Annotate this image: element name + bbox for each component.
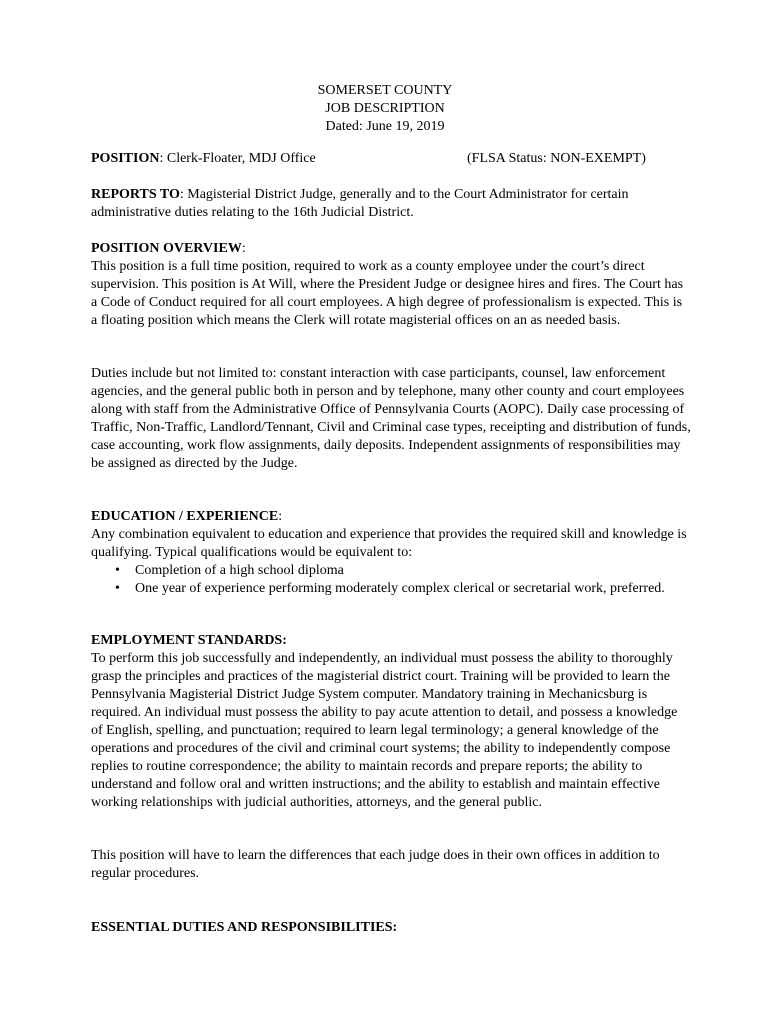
list-item [91, 562, 691, 580]
qualification-text: Completion of a high school diploma [135, 563, 344, 578]
essential-duties-heading: ESSENTIAL DUTIES AND RESPONSIBILITIES: [91, 920, 398, 935]
document-date: Dated: June 19, 2019 [325, 119, 445, 134]
reports-to-text: : Magisterial District Judge, generally and to the Court Administrator for certain administrative duties relating to the 16th Judicial District. [91, 187, 629, 220]
qualification-text: One year of experience performing moderately complex clerical or secretarial work, preferred. [135, 581, 665, 596]
position-overview-heading: POSITION OVERVIEW [91, 241, 242, 256]
learning-section [91, 847, 691, 883]
employment-paragraph-2: This position will have to learn the differences that each judge does in their own offices in addition to regular procedures. [91, 848, 660, 881]
reports-to-section [91, 186, 691, 222]
flsa-status: (FLSA Status: NON-EXEMPT) [467, 151, 646, 166]
employment-paragraph-1: To perform this job successfully and independently, an individual must possess the ability to thoroughly grasp the principles and practices of the magisterial district court. Training will be provided to learn the Pennsylvania Magisterial District Judge System computer. Mandatory training in Mechanicsburg is required. An individual must possess the ability to pay acute attention to detail, and possess a knowledge of English, spelling, and punctuation; required to learn legal terminology; a general knowledge of the operations and procedures of the civil and criminal court systems; the ability to independently compose replies to routine correspondence; the ability to maintain records and prepare reports; the ability to understand and follow oral and written instructions; and the ability to establish and maintain effective working relationships with judicial authorities, attorneys, and the general public. [91, 651, 678, 810]
document-header [0, 82, 770, 136]
heading-colon: : [241, 241, 246, 256]
duties-paragraph-section [91, 365, 691, 473]
overview-paragraph-2: Duties include but not limited to: constant interaction with case participants, counsel, law enforcement agencies, and the general public both in person and by telephone, many other county and court employees along with staff from the Administrative Office of Pennsylvania Courts (AOPC). Daily case processing of Traffic, Non-Traffic, Landlord/Tennant, Civil and Criminal case types, receipting and distribution of funds, case accounting, work flow assignments, daily deposits. Independent assignments of responsibilities may be assigned as directed by the Judge. [91, 366, 691, 471]
employment-heading: EMPLOYMENT STANDARDS: [91, 633, 287, 648]
education-intro: Any combination equivalent to education and experience that provides the required skill and knowledge is qualifying. Typical qualifications would be equivalent to: [91, 527, 687, 560]
bullet-icon: • [115, 581, 120, 596]
overview-paragraph-1: This position is a full time position, required to work as a county employee under the court’s direct supervision. This position is At Will, where the President Judge or designee hires and fires. The Court has a Code of Conduct required for all court employees. A high degree of professionalism is expected. This is a floating position which means the Clerk will rotate magisterial offices on an as needed basis. [91, 259, 684, 328]
bullet-icon: • [115, 563, 120, 578]
county-name: SOMERSET COUNTY [317, 83, 453, 98]
reports-to-label: REPORTS TO [91, 187, 180, 202]
qualification-list [91, 562, 691, 598]
document-type: JOB DESCRIPTION [325, 101, 445, 116]
position-overview-section [91, 240, 691, 330]
position-label: POSITION [91, 151, 160, 166]
education-section [91, 508, 691, 598]
education-heading: EDUCATION / EXPERIENCE [91, 509, 279, 524]
position-value: : Clerk-Floater, MDJ Office [159, 151, 316, 166]
heading-colon: : [278, 509, 283, 524]
employment-standards-section [91, 632, 691, 812]
list-item [91, 580, 691, 598]
essential-duties-section [91, 919, 691, 937]
